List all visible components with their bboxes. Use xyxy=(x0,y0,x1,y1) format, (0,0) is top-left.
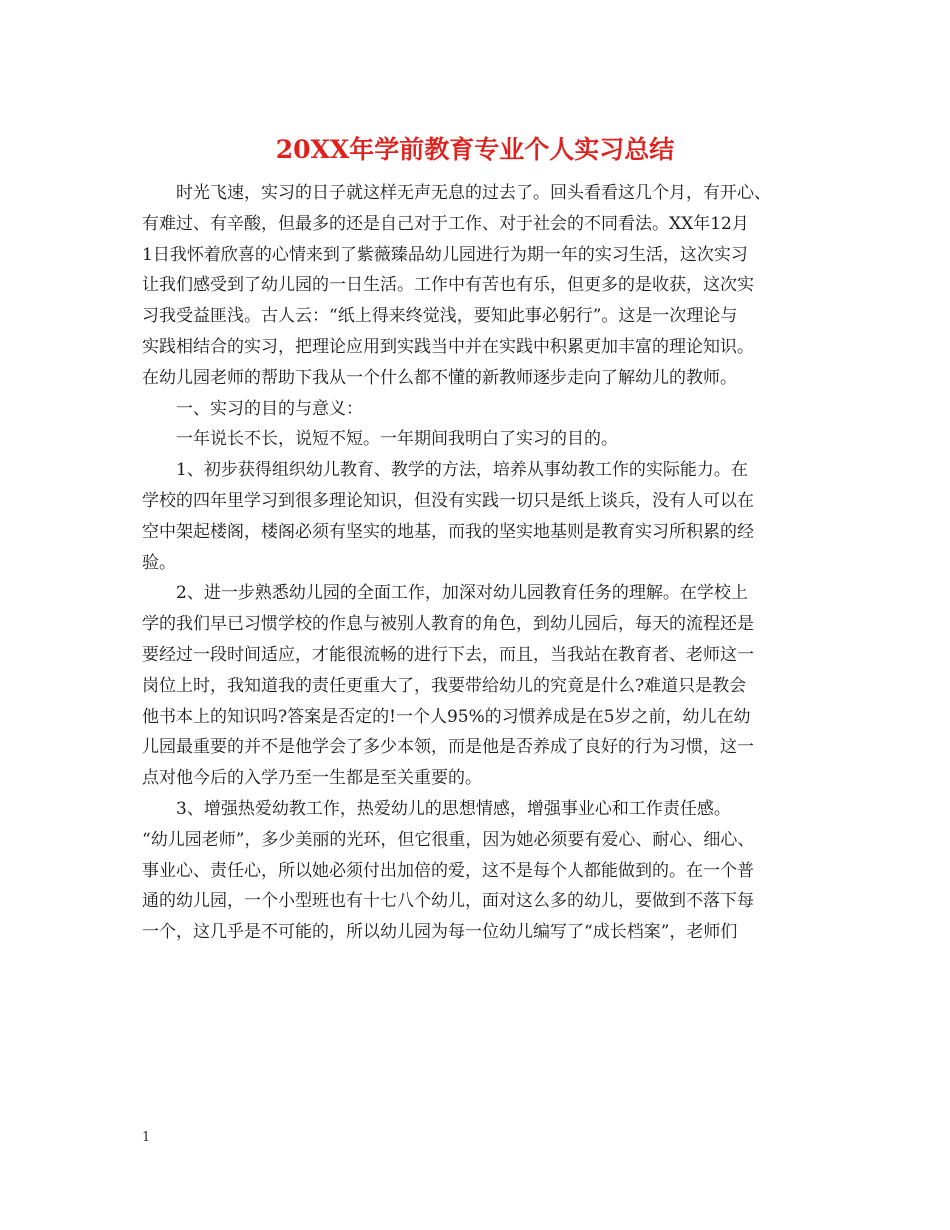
text-line: 事业心、责任心，所以她必须付出加倍的爱，这不是每个人都能做到的。在一个普 xyxy=(142,860,754,881)
text-line: 有难过、有辛酸，但最多的还是自己对于工作、对于社会的不同看法。XX年12月 xyxy=(142,213,749,234)
page-number: 1 xyxy=(142,1130,151,1145)
text-line: 通的幼儿园，一个小型班也有十七八个幼儿，面对这么多的幼儿，要做到不落下每 xyxy=(142,891,754,912)
text-line: 在幼儿园老师的帮助下我从一个什么都不懂的新教师逐步走向了解幼儿的教师。 xyxy=(142,367,737,388)
text-line: 学的我们早已习惯学校的作息与被别人教育的角色，到幼儿园后，每天的流程还是 xyxy=(142,614,754,635)
document-body xyxy=(142,178,814,948)
text-line: 岗位上时，我知道我的责任更重大了，我要带给幼儿的究竟是什么?难道只是教会 xyxy=(142,675,747,696)
text-line: 1日我怀着欣喜的心情来到了紫薇臻品幼儿园进行为期一年的实习生活，这次实习 xyxy=(142,244,748,265)
text-line: 一个，这几乎是不可能的，所以幼儿园为每一位幼儿编写了“成长档案”，老师们 xyxy=(142,922,738,943)
text-line: 时光飞速，实习的日子就这样无声无息的过去了。回头看看这几个月，有开心、 xyxy=(176,183,771,203)
text-line: 2、进一步熟悉幼儿园的全面工作，加深对幼儿园教育任务的理解。在学校上 xyxy=(176,583,748,604)
document-title: 20XX年学前教育专业个人实习总结 xyxy=(275,135,675,164)
text-line: 空中架起楼阁，楼阁必须有坚实的地基，而我的坚实地基则是教育实习所积累的经 xyxy=(142,521,754,542)
text-line: 验。 xyxy=(142,552,176,573)
text-line: 让我们感受到了幼儿园的一日生活。工作中有苦也有乐，但更多的是收获，这次实 xyxy=(142,275,754,296)
text-line: 儿园最重要的并不是他学会了多少本领，而是他是否养成了良好的行为习惯，这一 xyxy=(142,737,754,758)
text-line: 实践相结合的实习，把理论应用到实践当中并在实践中积累更加丰富的理论知识。 xyxy=(142,336,754,357)
text-line: 点对他今后的入学乃至一生都是至关重要的。 xyxy=(142,768,482,789)
text-line: 一年说长不长，说短不短。一年期间我明白了实习的目的。 xyxy=(176,429,618,450)
text-line: “幼儿园老师”，多少美丽的光环，但它很重，因为她必须要有爱心、耐心、细心、 xyxy=(142,829,755,850)
text-line: 习我受益匪浅。古人云：“纸上得来终觉浅，要知此事必躬行”。这是一次理论与 xyxy=(142,306,738,327)
text-line: 学校的四年里学习到很多理论知识，但没有实践一切只是纸上谈兵，没有人可以在 xyxy=(142,490,754,511)
text-line: 要经过一段时间适应，才能很流畅的进行下去，而且，当我站在教育者、老师这一 xyxy=(142,644,754,665)
text-line: 一、实习的目的与意义： xyxy=(176,398,363,419)
text-line: 他书本上的知识吗?答案是否定的!一个人95%的习惯养成是在5岁之前，幼儿在幼 xyxy=(142,706,751,727)
text-line: 1、初步获得组织幼儿教育、教学的方法，培养从事幼教工作的实际能力。在 xyxy=(176,460,748,481)
text-line: 3、增强热爱幼教工作，热爱幼儿的思想情感，增强事业心和工作责任感。 xyxy=(176,798,731,819)
